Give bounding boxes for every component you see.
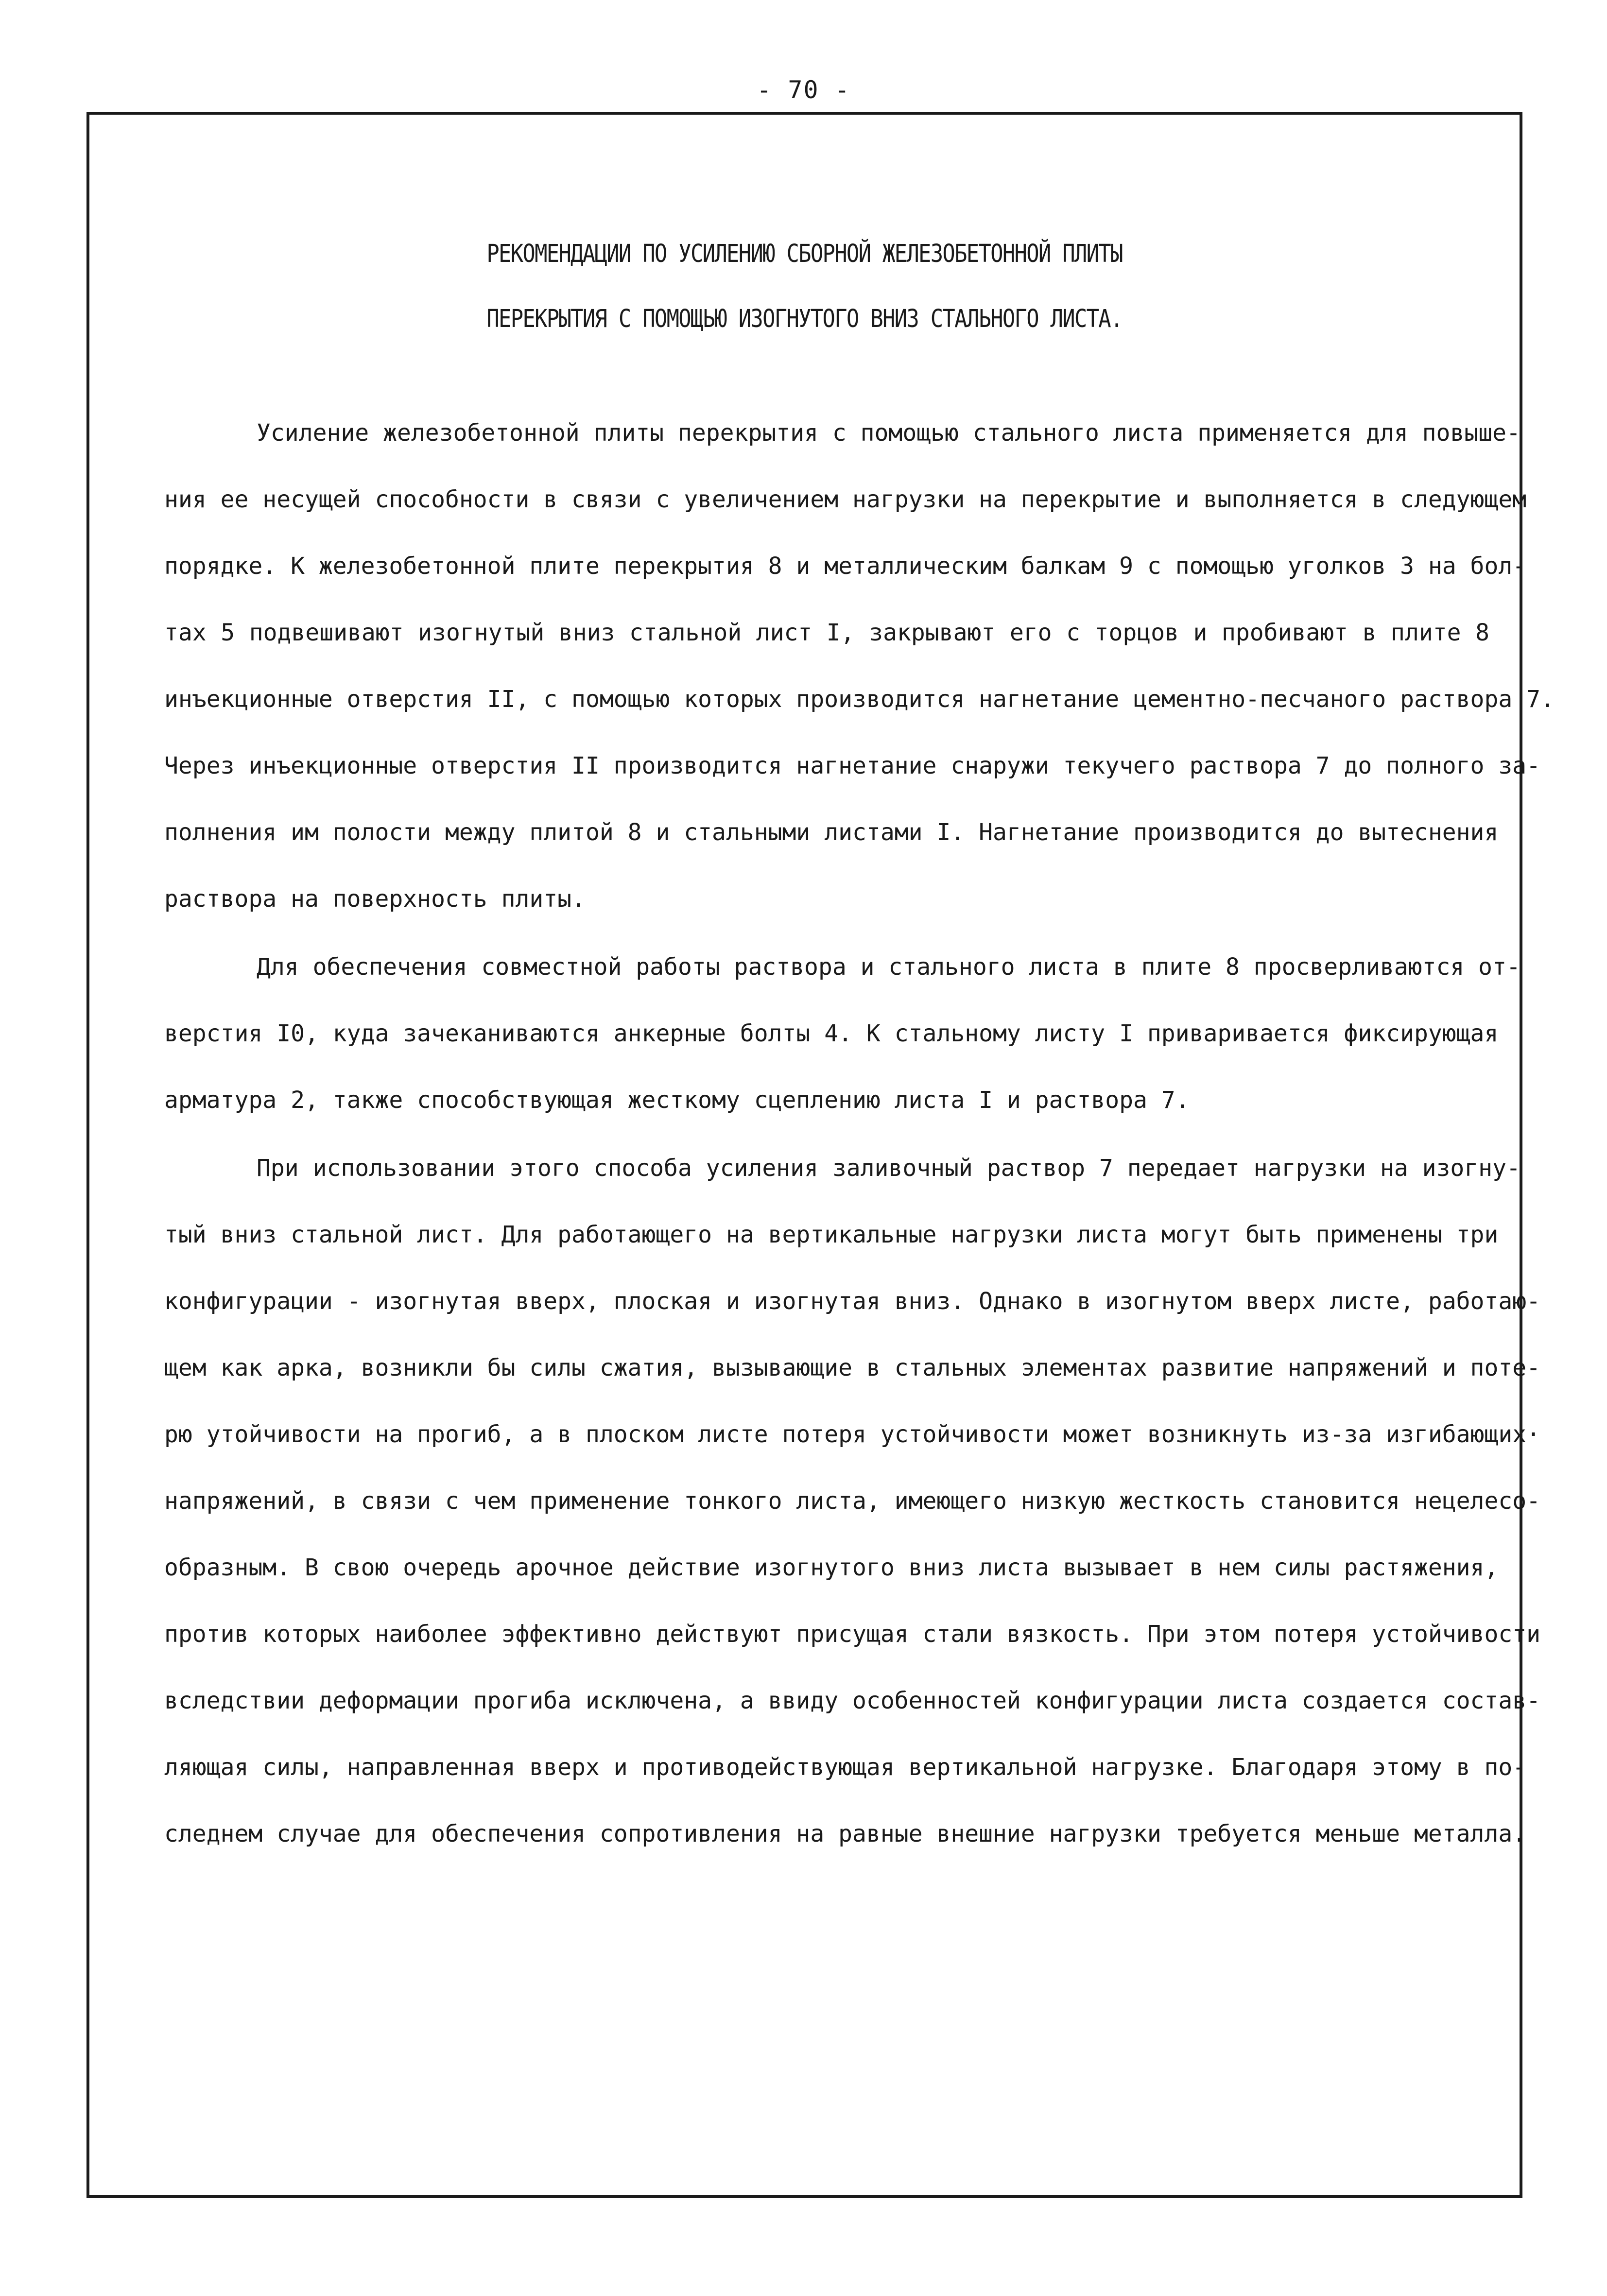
- paragraph-2-line-3: арматура 2, также способствующая жесткому сцеплению листа I и раствора 7.: [164, 1087, 1190, 1114]
- paragraph-3-line-1: При использовании этого способа усиления заливочный раствор 7 передает нагрузки на изогну-: [257, 1155, 1521, 1182]
- paragraph-3-line-10: ляющая силы, направленная вверх и противодействующая вертикальной нагрузке. Благодаря этому в по-: [164, 1754, 1527, 1781]
- paragraph-2-line-2: верстия I0, куда зачеканиваются анкерные болты 4. К стальному листу I приваривается фиксирующая: [164, 1020, 1499, 1047]
- paragraph-1-line-4: тах 5 подвешивают изогнутый вниз стальной лист I, закрывают его с торцов и пробивают в плите 8: [164, 619, 1489, 646]
- paragraph-3-line-5: рю утойчивости на прогиб, а в плоском листе потеря устойчивости может возникнуть из-за изгибающих·: [164, 1421, 1541, 1448]
- paragraph-1-line-7: полнения им полости между плитой 8 и стальными листами I. Нагнетание производится до вытеснения: [164, 819, 1499, 846]
- document-title-line-1: РЕКОМЕНДАЦИИ ПО УСИЛЕНИЮ СБОРНОЙ ЖЕЛЕЗОБЕТОННОЙ ПЛИТЫ: [486, 240, 1123, 268]
- paragraph-1-line-3: порядке. К железобетонной плите перекрытия 8 и металлическим балкам 9 с помощью уголков 3 на бол-: [164, 552, 1527, 580]
- paragraph-3-line-7: образным. В свою очередь арочное действие изогнутого вниз листа вызывает в нем силы растяжения,: [164, 1554, 1499, 1581]
- paragraph-3-line-3: конфигурации - изогнутая вверх, плоская и изогнутая вниз. Однако в изогнутом вверх листе, работаю-: [164, 1288, 1541, 1315]
- paragraph-2-line-1: Для обеспечения совместной работы раствора и стального листа в плите 8 просверливаются от-: [257, 953, 1521, 981]
- document-title-line-2: ПЕРЕКРЫТИЯ С ПОМОЩЬЮ ИЗОГНУТОГО ВНИЗ СТАЛЬНОГО ЛИСТА.: [486, 305, 1123, 333]
- paragraph-1-line-6: Через инъекционные отверстия II производится нагнетание снаружи текучего раствора 7 до полного за-: [164, 752, 1541, 779]
- paragraph-1-line-2: ния ее несущей способности в связи с увеличением нагрузки на перекрытие и выполняется в следующем: [164, 486, 1527, 513]
- paragraph-3-line-6: напряжений, в связи с чем применение тонкого листа, имеющего низкую жесткость становится нецелесо-: [164, 1487, 1541, 1515]
- paragraph-3-line-2: тый вниз стальной лист. Для работающего на вертикальные нагрузки листа могут быть применены три: [164, 1221, 1499, 1248]
- paragraph-3-line-4: щем как арка, возникли бы силы сжатия, вызывающие в стальных элементах развитие напряжений и поте-: [164, 1354, 1541, 1381]
- paragraph-1-line-1: Усиление железобетонной плиты перекрытия с помощью стального листа применяется для повыше-: [257, 419, 1521, 447]
- paragraph-3-line-11: следнем случае для обеспечения сопротивления на равные внешние нагрузки требуется меньше металла.: [164, 1820, 1527, 1847]
- paragraph-1-line-5: инъекционные отверстия II, с помощью которых производится нагнетание цементно-песчаного раствора 7.: [164, 686, 1555, 713]
- paragraph-3-line-8: против которых наиболее эффективно действуют присущая стали вязкость. При этом потеря устойчивости: [164, 1621, 1541, 1648]
- page-number: - 70 -: [757, 76, 850, 104]
- paragraph-3-line-9: вследствии деформации прогиба исключена, а ввиду особенностей конфигурации листа создается состав-: [164, 1687, 1541, 1714]
- paragraph-1-line-8: раствора на поверхность плиты.: [164, 885, 586, 913]
